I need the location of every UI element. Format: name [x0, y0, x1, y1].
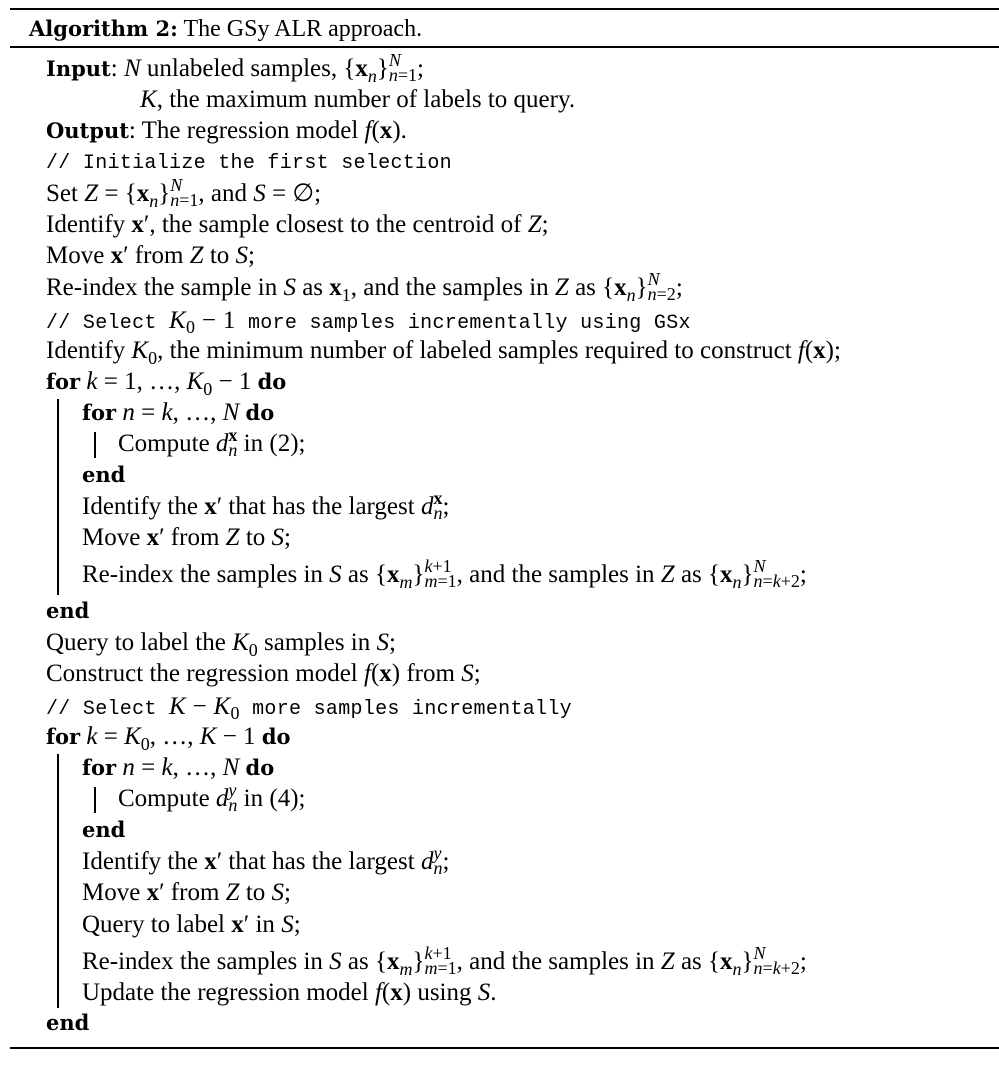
step-identify-largest-dy: Identify the x′ that has the largest d y n ;	[82, 843, 450, 879]
step-update-model: Update the regression model f(x) using S.	[82, 979, 497, 1006]
step-query-k0: Query to label the $K_0$ samples in S;	[46, 629, 396, 660]
end-inner-2: end	[82, 817, 126, 842]
step-identify-centroid: Identify x′, the sample closest to the centroid of Z;	[46, 211, 549, 238]
inner-loop-1-guide	[94, 432, 96, 458]
for-inner-1-header: for n = k, …, N do	[82, 399, 275, 426]
end-loop-2: end	[46, 1010, 90, 1035]
end-inner-1: end	[82, 462, 126, 487]
top-rule	[10, 8, 999, 10]
step-identify-largest-dx: Identify the x′ that has the largest d x n ;	[82, 488, 450, 524]
step-construct: Construct the regression model f(x) from S;	[46, 660, 481, 687]
loop-1-guide	[57, 399, 59, 595]
step-compute-dx: Compute d x n in (2);	[118, 425, 306, 461]
inner-loop-2-guide	[94, 787, 96, 813]
for-inner-2-header: for n = k, …, N do	[82, 754, 275, 781]
step-reindex-1: Re-index the samples in S as $\{x_m\}$ k+1 m=1 , and the samples in Z as $\{x_n\}$ N n=k+2 ;	[82, 556, 807, 592]
for-loop-1-header: for k = 1, …, $K_0 - 1$ do	[46, 368, 287, 399]
comment-initialize: // Initialize the first selection	[46, 152, 452, 175]
step-reindex: Re-index the sample in S as $x_1$, and the samples in Z as $\{x_n\}$ N n=2 ;	[46, 269, 683, 305]
algorithm-label: Algorithm 2:	[29, 16, 178, 41]
comment-incremental: // Select $K - K_0$ more samples incrementally	[46, 693, 572, 723]
step-move-2: Move x′ from Z to S;	[82, 879, 291, 906]
end-loop-1: end	[46, 598, 90, 623]
loop-2-guide	[57, 754, 59, 1008]
input-line-2: K, the maximum number of labels to query.	[140, 86, 576, 113]
step-move-1: Move x′ from Z to S;	[82, 524, 291, 551]
caption-rule	[10, 46, 999, 48]
input-line: Input: N unlabeled samples, $\{x_n\}$ N n=1 ;	[46, 50, 424, 86]
step-compute-dy: Compute d y n in (4);	[118, 780, 306, 816]
for-loop-2-header: for $k = K_0$, …, K − 1 do	[46, 723, 291, 754]
step-identify-k0: Identify $K_0$, the minimum number of labeled samples required to construct f(x);	[46, 337, 841, 368]
step-move: Move x′ from Z to S;	[46, 242, 255, 269]
step-reindex-2: Re-index the samples in S as $\{x_m\}$ k+1 m=1 , and the samples in Z as $\{x_n\}$ N n=k+2 ;	[82, 943, 807, 979]
step-query-x: Query to label x′ in S;	[82, 911, 301, 938]
algorithm-caption	[29, 14, 422, 44]
step-set-z: Set $Z = \{x_n\}$ N n=1 , and S = ∅;	[46, 175, 322, 211]
bottom-rule	[10, 1047, 999, 1049]
comment-gsx: // Select $K_0 - 1$ more samples incrementally using GSx	[46, 307, 691, 337]
algorithm-title: The GSy ALR approach.	[183, 16, 423, 42]
output-line: Output: The regression model f(x).	[46, 117, 407, 144]
